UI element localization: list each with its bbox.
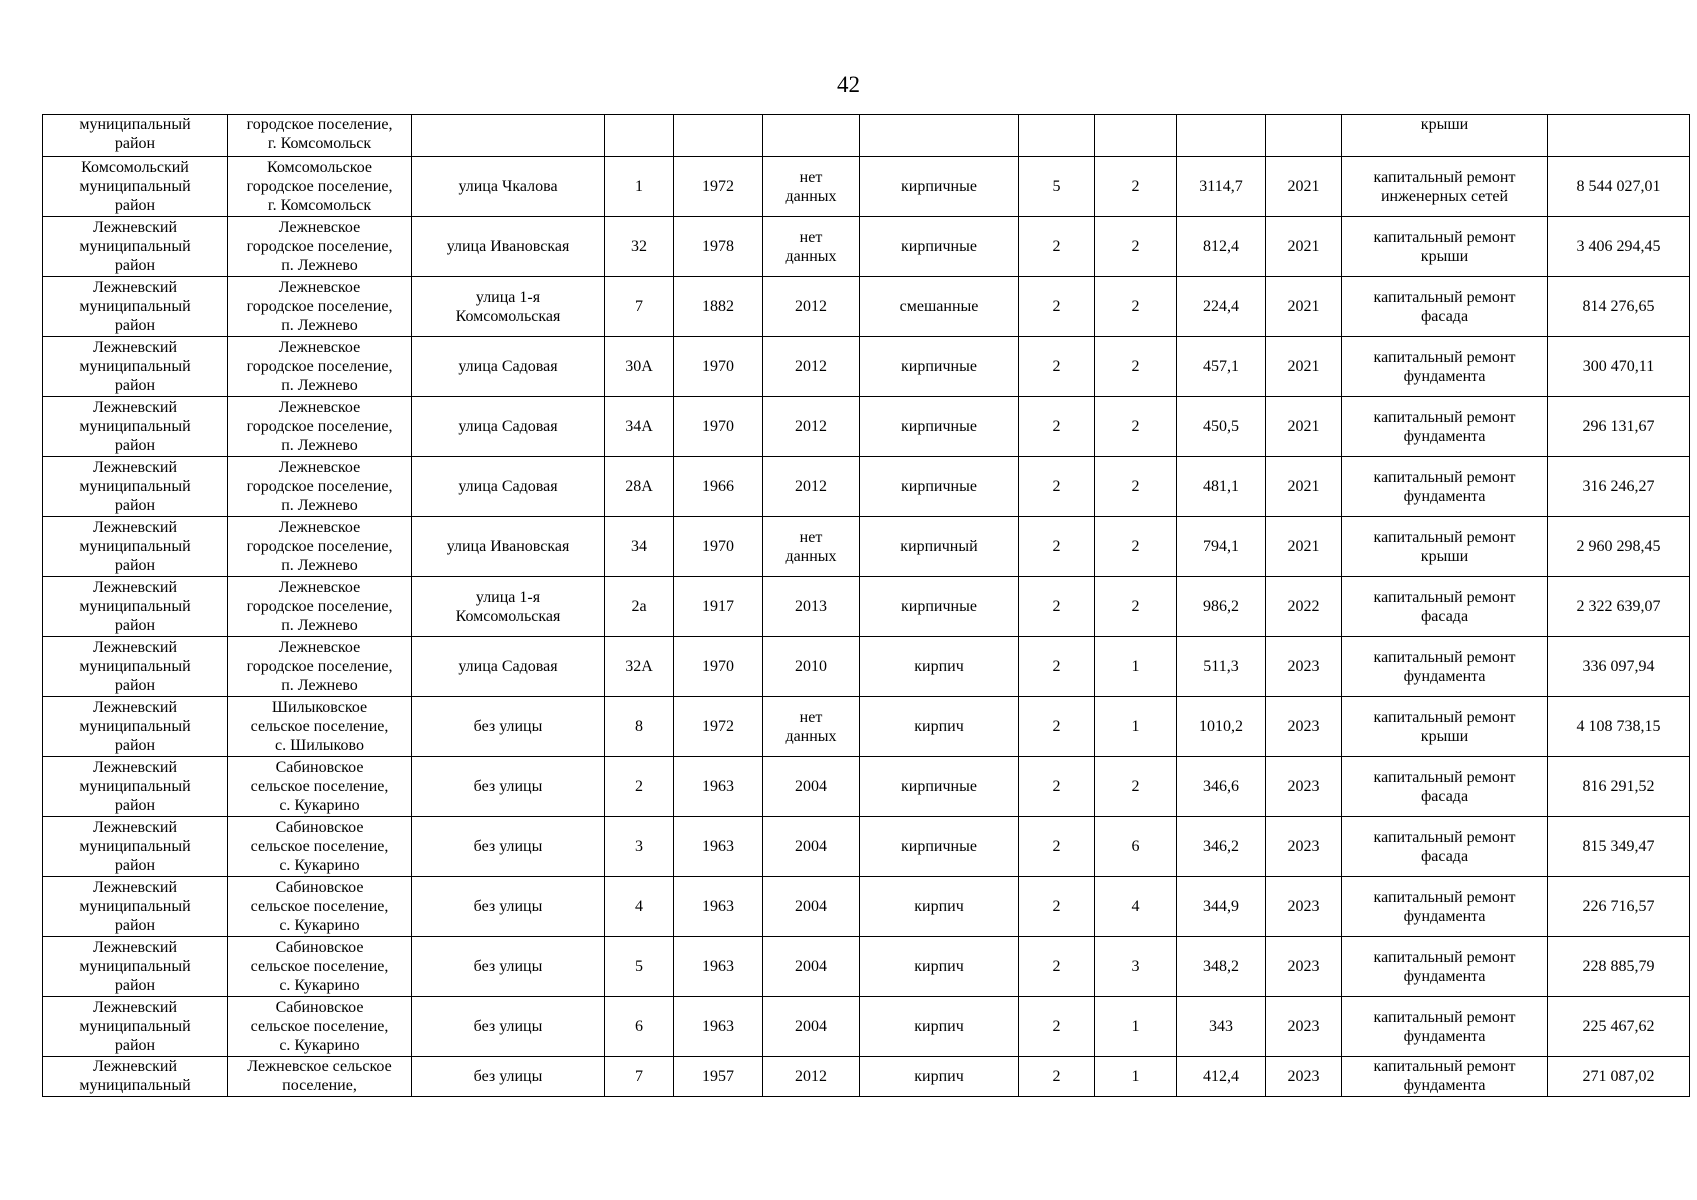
cell-wall-material: кирпичные	[860, 217, 1019, 277]
cell-district: Лежневский муниципальный район	[43, 217, 228, 277]
cell-year-built: 1970	[674, 637, 763, 697]
cell-floors: 5	[1019, 157, 1095, 217]
cell-house: 2	[605, 757, 674, 817]
cell-area: 348,2	[1177, 937, 1266, 997]
cell-plan-year: 2023	[1266, 637, 1342, 697]
cell-street: без улицы	[412, 757, 605, 817]
cell-last-repair: 2010	[763, 637, 860, 697]
cell-entrances: 2	[1095, 397, 1177, 457]
cell-settlement: Сабиновское сельское поселение, с. Кукарино	[228, 817, 412, 877]
cell-wall-material	[860, 115, 1019, 157]
cell-year-built: 1963	[674, 877, 763, 937]
cell-last-repair: 2004	[763, 817, 860, 877]
cell-last-repair: 2004	[763, 757, 860, 817]
cell-last-repair: 2012	[763, 397, 860, 457]
cell-entrances: 2	[1095, 577, 1177, 637]
cell-work-type: капитальный ремонт фундамента	[1342, 637, 1548, 697]
cell-wall-material: кирпичные	[860, 337, 1019, 397]
table-row-partial	[43, 1057, 1690, 1097]
cell-street: улица Чкалова	[412, 157, 605, 217]
table-row	[43, 157, 1690, 217]
cell-year-built: 1957	[674, 1057, 763, 1097]
cell-street: без улицы	[412, 937, 605, 997]
table-row	[43, 757, 1690, 817]
cell-last-repair: нет данных	[763, 217, 860, 277]
cell-district: Лежневский муниципальный район	[43, 577, 228, 637]
cell-plan-year: 2023	[1266, 697, 1342, 757]
cell-floors: 2	[1019, 817, 1095, 877]
cell-district: Лежневский муниципальный район	[43, 337, 228, 397]
cell-district: Лежневский муниципальный район	[43, 277, 228, 337]
cell-settlement: Сабиновское сельское поселение, с. Кукарино	[228, 757, 412, 817]
cell-settlement: городское поселение, г. Комсомольск	[228, 115, 412, 157]
cell-settlement: Шилыковское сельское поселение, с. Шилыково	[228, 697, 412, 757]
cell-entrances: 1	[1095, 637, 1177, 697]
cell-work-type: капитальный ремонт фасада	[1342, 277, 1548, 337]
cell-district: муниципальный район	[43, 115, 228, 157]
cell-area: 457,1	[1177, 337, 1266, 397]
cell-cost: 316 246,27	[1548, 457, 1690, 517]
cell-work-type: капитальный ремонт крыши	[1342, 517, 1548, 577]
table-row	[43, 697, 1690, 757]
cell-district: Лежневский муниципальный район	[43, 937, 228, 997]
cell-plan-year: 2023	[1266, 757, 1342, 817]
cell-street: без улицы	[412, 697, 605, 757]
cell-wall-material: кирпичные	[860, 817, 1019, 877]
cell-house: 28А	[605, 457, 674, 517]
cell-street: улица Садовая	[412, 637, 605, 697]
cell-floors: 2	[1019, 517, 1095, 577]
cell-last-repair: 2013	[763, 577, 860, 637]
cell-plan-year: 2021	[1266, 157, 1342, 217]
cell-plan-year: 2021	[1266, 217, 1342, 277]
cell-street: без улицы	[412, 817, 605, 877]
cell-cost: 300 470,11	[1548, 337, 1690, 397]
table-row	[43, 817, 1690, 877]
cell-district: Лежневский муниципальный	[43, 1057, 228, 1097]
cell-wall-material: кирпич	[860, 697, 1019, 757]
cell-floors: 2	[1019, 877, 1095, 937]
cell-floors: 2	[1019, 457, 1095, 517]
cell-last-repair	[763, 115, 860, 157]
cell-street: без улицы	[412, 997, 605, 1057]
cell-house: 32	[605, 217, 674, 277]
cell-wall-material: кирпичные	[860, 757, 1019, 817]
cell-floors: 2	[1019, 217, 1095, 277]
cell-cost: 815 349,47	[1548, 817, 1690, 877]
cell-wall-material: кирпичные	[860, 577, 1019, 637]
cell-settlement: Лежневское городское поселение, п. Лежнево	[228, 637, 412, 697]
cell-area	[1177, 115, 1266, 157]
cell-cost: 296 131,67	[1548, 397, 1690, 457]
cell-area: 450,5	[1177, 397, 1266, 457]
cell-plan-year: 2021	[1266, 337, 1342, 397]
cell-street: без улицы	[412, 1057, 605, 1097]
table-row	[43, 937, 1690, 997]
cell-last-repair: 2012	[763, 457, 860, 517]
cell-district: Лежневский муниципальный район	[43, 757, 228, 817]
cell-district: Лежневский муниципальный район	[43, 877, 228, 937]
cell-year-built	[674, 115, 763, 157]
cell-entrances: 1	[1095, 1057, 1177, 1097]
cell-work-type: капитальный ремонт фасада	[1342, 757, 1548, 817]
cell-entrances: 3	[1095, 937, 1177, 997]
cell-plan-year: 2021	[1266, 397, 1342, 457]
cell-house: 6	[605, 997, 674, 1057]
cell-entrances: 2	[1095, 337, 1177, 397]
cell-year-built: 1963	[674, 997, 763, 1057]
cell-house: 4	[605, 877, 674, 937]
cell-street: без улицы	[412, 877, 605, 937]
cell-wall-material: кирпич	[860, 877, 1019, 937]
cell-house: 30А	[605, 337, 674, 397]
cell-work-type: капитальный ремонт фундамента	[1342, 1057, 1548, 1097]
cell-house: 1	[605, 157, 674, 217]
cell-wall-material: кирпичные	[860, 457, 1019, 517]
cell-plan-year: 2021	[1266, 457, 1342, 517]
cell-district: Лежневский муниципальный район	[43, 637, 228, 697]
cell-last-repair: нет данных	[763, 517, 860, 577]
cell-district: Лежневский муниципальный район	[43, 397, 228, 457]
cell-work-type: капитальный ремонт фундамента	[1342, 937, 1548, 997]
cell-year-built: 1978	[674, 217, 763, 277]
cell-wall-material: кирпичные	[860, 157, 1019, 217]
cell-cost: 3 406 294,45	[1548, 217, 1690, 277]
cell-year-built: 1963	[674, 937, 763, 997]
cell-house: 34	[605, 517, 674, 577]
cell-year-built: 1970	[674, 337, 763, 397]
cell-floors	[1019, 115, 1095, 157]
table-row	[43, 637, 1690, 697]
cell-work-type: капитальный ремонт инженерных сетей	[1342, 157, 1548, 217]
cell-entrances: 2	[1095, 757, 1177, 817]
cell-last-repair: 2004	[763, 997, 860, 1057]
cell-district: Комсомольский муниципальный район	[43, 157, 228, 217]
cell-settlement: Лежневское городское поселение, п. Лежнево	[228, 457, 412, 517]
cell-entrances: 1	[1095, 997, 1177, 1057]
cell-floors: 2	[1019, 397, 1095, 457]
cell-street: улица Ивановская	[412, 517, 605, 577]
cell-wall-material: смешанные	[860, 277, 1019, 337]
cell-floors: 2	[1019, 757, 1095, 817]
cell-plan-year: 2023	[1266, 997, 1342, 1057]
cell-year-built: 1970	[674, 397, 763, 457]
cell-entrances: 4	[1095, 877, 1177, 937]
cell-street	[412, 115, 605, 157]
cell-floors: 2	[1019, 277, 1095, 337]
cell-wall-material: кирпич	[860, 997, 1019, 1057]
cell-wall-material: кирпичные	[860, 397, 1019, 457]
cell-settlement: Сабиновское сельское поселение, с. Кукарино	[228, 997, 412, 1057]
cell-work-type: капитальный ремонт фасада	[1342, 817, 1548, 877]
cell-entrances: 1	[1095, 697, 1177, 757]
cell-area: 794,1	[1177, 517, 1266, 577]
cell-plan-year: 2023	[1266, 877, 1342, 937]
cell-street: улица 1-я Комсомольская	[412, 577, 605, 637]
cell-work-type: капитальный ремонт крыши	[1342, 217, 1548, 277]
cell-work-type: капитальный ремонт фундамента	[1342, 337, 1548, 397]
cell-cost	[1548, 115, 1690, 157]
cell-house: 34А	[605, 397, 674, 457]
table-row-continued	[43, 115, 1690, 157]
cell-district: Лежневский муниципальный район	[43, 457, 228, 517]
table-row	[43, 277, 1690, 337]
cell-year-built: 1882	[674, 277, 763, 337]
cell-cost: 814 276,65	[1548, 277, 1690, 337]
table-row	[43, 337, 1690, 397]
cell-cost: 8 544 027,01	[1548, 157, 1690, 217]
cell-plan-year: 2022	[1266, 577, 1342, 637]
cell-cost: 816 291,52	[1548, 757, 1690, 817]
cell-house: 5	[605, 937, 674, 997]
cell-entrances	[1095, 115, 1177, 157]
cell-street: улица Садовая	[412, 397, 605, 457]
cell-area: 481,1	[1177, 457, 1266, 517]
cell-district: Лежневский муниципальный район	[43, 697, 228, 757]
cell-district: Лежневский муниципальный район	[43, 997, 228, 1057]
cell-street: улица Садовая	[412, 337, 605, 397]
table-row	[43, 217, 1690, 277]
cell-last-repair: нет данных	[763, 157, 860, 217]
cell-plan-year: 2021	[1266, 277, 1342, 337]
cell-cost: 228 885,79	[1548, 937, 1690, 997]
cell-entrances: 6	[1095, 817, 1177, 877]
cell-wall-material: кирпичный	[860, 517, 1019, 577]
cell-plan-year: 2023	[1266, 937, 1342, 997]
cell-area: 812,4	[1177, 217, 1266, 277]
cell-entrances: 2	[1095, 517, 1177, 577]
table-row	[43, 457, 1690, 517]
cell-work-type: капитальный ремонт фасада	[1342, 577, 1548, 637]
cell-settlement: Сабиновское сельское поселение, с. Кукарино	[228, 877, 412, 937]
cell-settlement: Лежневское сельское поселение,	[228, 1057, 412, 1097]
cell-last-repair: нет данных	[763, 697, 860, 757]
cell-settlement: Лежневское городское поселение, п. Лежнево	[228, 337, 412, 397]
cell-wall-material: кирпич	[860, 937, 1019, 997]
cell-cost: 271 087,02	[1548, 1057, 1690, 1097]
cell-plan-year	[1266, 115, 1342, 157]
cell-house: 7	[605, 277, 674, 337]
cell-settlement: Лежневское городское поселение, п. Лежнево	[228, 277, 412, 337]
cell-year-built: 1963	[674, 757, 763, 817]
cell-floors: 2	[1019, 937, 1095, 997]
cell-area: 344,9	[1177, 877, 1266, 937]
cell-last-repair: 2012	[763, 337, 860, 397]
cell-work-type: капитальный ремонт фундамента	[1342, 397, 1548, 457]
cell-area: 343	[1177, 997, 1266, 1057]
cell-year-built: 1917	[674, 577, 763, 637]
cell-street: улица Садовая	[412, 457, 605, 517]
cell-cost: 4 108 738,15	[1548, 697, 1690, 757]
cell-entrances: 2	[1095, 217, 1177, 277]
cell-settlement: Сабиновское сельское поселение, с. Кукарино	[228, 937, 412, 997]
cell-year-built: 1972	[674, 697, 763, 757]
cell-last-repair: 2012	[763, 277, 860, 337]
cell-cost: 226 716,57	[1548, 877, 1690, 937]
cell-work-type: капитальный ремонт фундамента	[1342, 877, 1548, 937]
table-row	[43, 577, 1690, 637]
cell-cost: 336 097,94	[1548, 637, 1690, 697]
cell-entrances: 2	[1095, 277, 1177, 337]
cell-area: 346,6	[1177, 757, 1266, 817]
cell-settlement: Лежневское городское поселение, п. Лежнево	[228, 217, 412, 277]
cell-plan-year: 2021	[1266, 517, 1342, 577]
cell-last-repair: 2004	[763, 937, 860, 997]
cell-floors: 2	[1019, 697, 1095, 757]
table-row	[43, 877, 1690, 937]
cell-settlement: Лежневское городское поселение, п. Лежнево	[228, 577, 412, 637]
cell-area: 224,4	[1177, 277, 1266, 337]
cell-area: 1010,2	[1177, 697, 1266, 757]
cell-house: 3	[605, 817, 674, 877]
cell-district: Лежневский муниципальный район	[43, 817, 228, 877]
cell-wall-material: кирпич	[860, 637, 1019, 697]
table-row	[43, 397, 1690, 457]
cell-street: улица 1-я Комсомольская	[412, 277, 605, 337]
cell-floors: 2	[1019, 577, 1095, 637]
cell-area: 3114,7	[1177, 157, 1266, 217]
housing-repair-table	[42, 114, 1690, 1097]
cell-entrances: 2	[1095, 157, 1177, 217]
cell-plan-year: 2023	[1266, 817, 1342, 877]
cell-floors: 2	[1019, 337, 1095, 397]
page-number: 42	[837, 72, 860, 97]
cell-settlement: Лежневское городское поселение, п. Лежнево	[228, 517, 412, 577]
cell-area: 986,2	[1177, 577, 1266, 637]
cell-house: 8	[605, 697, 674, 757]
table-row	[43, 517, 1690, 577]
cell-work-type: капитальный ремонт фундамента	[1342, 457, 1548, 517]
cell-cost: 225 467,62	[1548, 997, 1690, 1057]
cell-entrances: 2	[1095, 457, 1177, 517]
cell-year-built: 1966	[674, 457, 763, 517]
cell-settlement: Комсомольское городское поселение, г. Комсомольск	[228, 157, 412, 217]
cell-cost: 2 322 639,07	[1548, 577, 1690, 637]
cell-work-type: капитальный ремонт крыши	[1342, 697, 1548, 757]
cell-area: 511,3	[1177, 637, 1266, 697]
cell-area: 346,2	[1177, 817, 1266, 877]
cell-area: 412,4	[1177, 1057, 1266, 1097]
cell-settlement: Лежневское городское поселение, п. Лежнево	[228, 397, 412, 457]
table-row	[43, 997, 1690, 1057]
cell-year-built: 1972	[674, 157, 763, 217]
cell-floors: 2	[1019, 637, 1095, 697]
cell-floors: 2	[1019, 1057, 1095, 1097]
cell-plan-year: 2023	[1266, 1057, 1342, 1097]
cell-year-built: 1970	[674, 517, 763, 577]
table-body	[43, 115, 1690, 1097]
cell-last-repair: 2012	[763, 1057, 860, 1097]
cell-floors: 2	[1019, 997, 1095, 1057]
cell-cost: 2 960 298,45	[1548, 517, 1690, 577]
cell-street: улица Ивановская	[412, 217, 605, 277]
cell-last-repair: 2004	[763, 877, 860, 937]
cell-work-type: капитальный ремонт фундамента	[1342, 997, 1548, 1057]
cell-house	[605, 115, 674, 157]
cell-house: 32А	[605, 637, 674, 697]
cell-year-built: 1963	[674, 817, 763, 877]
cell-wall-material: кирпич	[860, 1057, 1019, 1097]
cell-district: Лежневский муниципальный район	[43, 517, 228, 577]
cell-house: 7	[605, 1057, 674, 1097]
cell-house: 2а	[605, 577, 674, 637]
cell-work-type: крыши	[1342, 115, 1548, 157]
